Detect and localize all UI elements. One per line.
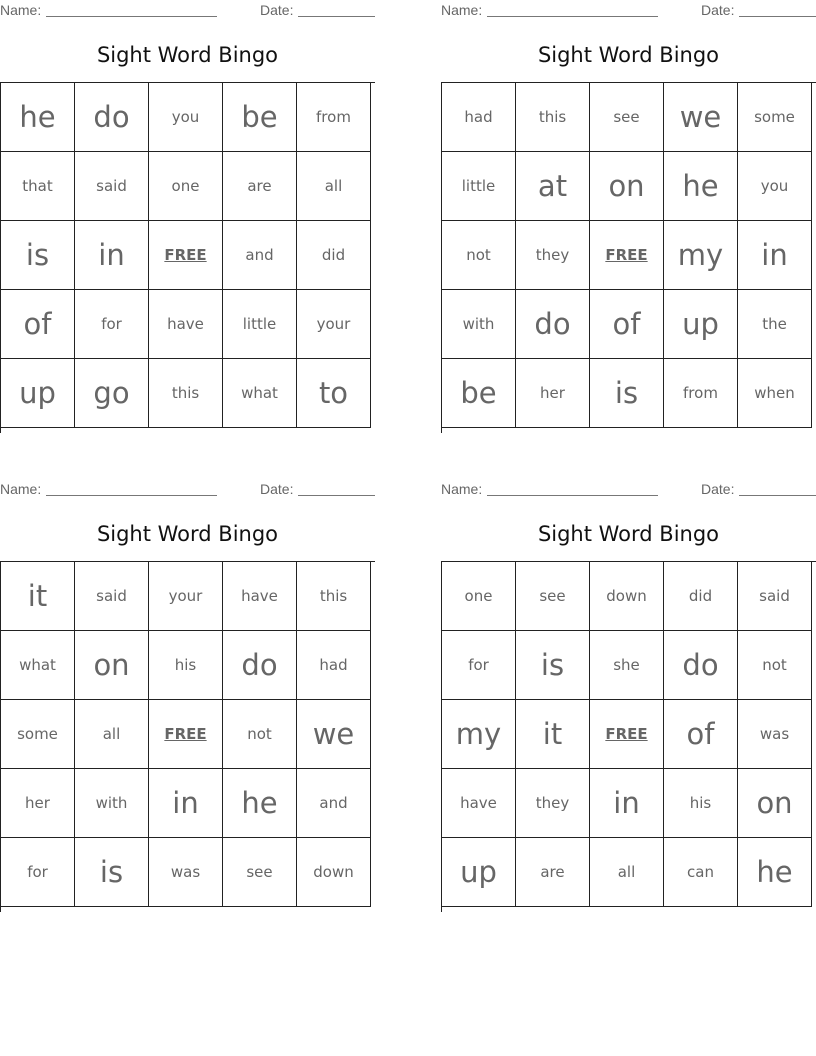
- word-cell: are: [223, 152, 297, 221]
- word-cell: can: [664, 838, 738, 907]
- word-cell: do: [223, 631, 297, 700]
- word-cell: said: [738, 562, 812, 631]
- free-space-cell: FREE: [149, 700, 223, 769]
- word-cell: in: [149, 769, 223, 838]
- word-cell: do: [664, 631, 738, 700]
- word-cell: said: [75, 562, 149, 631]
- word-cell: one: [442, 562, 516, 631]
- name-date-header: [0, 481, 375, 499]
- word-cell: was: [149, 838, 223, 907]
- word-cell: they: [516, 221, 590, 290]
- word-cell: do: [516, 290, 590, 359]
- date-label: Date:: [701, 481, 735, 497]
- word-cell: of: [664, 700, 738, 769]
- name-blank-line[interactable]: [46, 495, 217, 496]
- word-cell: see: [590, 83, 664, 152]
- word-cell: is: [1, 221, 75, 290]
- name-blank-line[interactable]: [487, 16, 658, 17]
- word-cell: one: [149, 152, 223, 221]
- word-cell: we: [664, 83, 738, 152]
- card-title: Sight Word Bingo: [96, 43, 279, 67]
- word-cell: my: [664, 221, 738, 290]
- card-title: Sight Word Bingo: [96, 522, 279, 546]
- word-cell: have: [223, 562, 297, 631]
- word-cell: be: [223, 83, 297, 152]
- word-cell: it: [516, 700, 590, 769]
- free-space-cell: FREE: [590, 221, 664, 290]
- free-space-cell: FREE: [149, 221, 223, 290]
- bingo-card: [0, 479, 375, 911]
- word-cell: not: [223, 700, 297, 769]
- word-cell: up: [1, 359, 75, 428]
- name-label: Name:: [441, 2, 483, 18]
- word-cell: we: [297, 700, 371, 769]
- word-cell: is: [75, 838, 149, 907]
- word-cell: some: [738, 83, 812, 152]
- word-cell: of: [590, 290, 664, 359]
- word-cell: he: [738, 838, 812, 907]
- date-blank-line[interactable]: [298, 16, 375, 17]
- word-cell: do: [75, 83, 149, 152]
- word-cell: did: [664, 562, 738, 631]
- word-cell: with: [75, 769, 149, 838]
- word-cell: her: [1, 769, 75, 838]
- word-cell: on: [75, 631, 149, 700]
- word-cell: see: [516, 562, 590, 631]
- word-cell: he: [1, 83, 75, 152]
- word-cell: down: [297, 838, 371, 907]
- word-cell: what: [223, 359, 297, 428]
- word-cell: his: [149, 631, 223, 700]
- name-label: Name:: [0, 2, 42, 18]
- word-cell: is: [590, 359, 664, 428]
- bingo-card: [0, 0, 375, 432]
- date-label: Date:: [701, 2, 735, 18]
- word-cell: and: [223, 221, 297, 290]
- word-cell: up: [442, 838, 516, 907]
- word-cell: said: [75, 152, 149, 221]
- name-label: Name:: [441, 481, 483, 497]
- free-space-cell: FREE: [590, 700, 664, 769]
- card-title: Sight Word Bingo: [537, 522, 720, 546]
- bingo-grid: [0, 82, 375, 433]
- name-blank-line[interactable]: [487, 495, 658, 496]
- word-cell: this: [297, 562, 371, 631]
- word-cell: at: [516, 152, 590, 221]
- word-cell: see: [223, 838, 297, 907]
- date-blank-line[interactable]: [739, 16, 816, 17]
- word-cell: when: [738, 359, 812, 428]
- word-cell: she: [590, 631, 664, 700]
- word-cell: not: [442, 221, 516, 290]
- word-cell: her: [516, 359, 590, 428]
- word-cell: you: [738, 152, 812, 221]
- word-cell: that: [1, 152, 75, 221]
- word-cell: of: [1, 290, 75, 359]
- name-blank-line[interactable]: [46, 16, 217, 17]
- word-cell: and: [297, 769, 371, 838]
- word-cell: some: [1, 700, 75, 769]
- word-cell: from: [664, 359, 738, 428]
- word-cell: all: [590, 838, 664, 907]
- date-label: Date:: [260, 481, 294, 497]
- word-cell: you: [149, 83, 223, 152]
- date-blank-line[interactable]: [739, 495, 816, 496]
- word-cell: did: [297, 221, 371, 290]
- word-cell: on: [738, 769, 812, 838]
- word-cell: for: [1, 838, 75, 907]
- word-cell: he: [664, 152, 738, 221]
- word-cell: had: [297, 631, 371, 700]
- word-cell: down: [590, 562, 664, 631]
- word-cell: to: [297, 359, 371, 428]
- bingo-grid: [0, 561, 375, 912]
- date-blank-line[interactable]: [298, 495, 375, 496]
- word-cell: his: [664, 769, 738, 838]
- name-date-header: [441, 2, 816, 20]
- word-cell: your: [297, 290, 371, 359]
- word-cell: in: [590, 769, 664, 838]
- card-title: Sight Word Bingo: [537, 43, 720, 67]
- word-cell: was: [738, 700, 812, 769]
- word-cell: this: [149, 359, 223, 428]
- word-cell: he: [223, 769, 297, 838]
- word-cell: they: [516, 769, 590, 838]
- word-cell: go: [75, 359, 149, 428]
- word-cell: are: [516, 838, 590, 907]
- word-cell: have: [149, 290, 223, 359]
- word-cell: it: [1, 562, 75, 631]
- bingo-card: [441, 0, 816, 432]
- word-cell: have: [442, 769, 516, 838]
- word-cell: for: [442, 631, 516, 700]
- word-cell: on: [590, 152, 664, 221]
- word-cell: little: [223, 290, 297, 359]
- bingo-grid: [441, 82, 816, 433]
- word-cell: all: [297, 152, 371, 221]
- word-cell: is: [516, 631, 590, 700]
- word-cell: this: [516, 83, 590, 152]
- word-cell: all: [75, 700, 149, 769]
- word-cell: the: [738, 290, 812, 359]
- name-date-header: [441, 481, 816, 499]
- word-cell: not: [738, 631, 812, 700]
- word-cell: from: [297, 83, 371, 152]
- bingo-card: [441, 479, 816, 911]
- word-cell: up: [664, 290, 738, 359]
- bingo-grid: [441, 561, 816, 912]
- word-cell: my: [442, 700, 516, 769]
- word-cell: your: [149, 562, 223, 631]
- word-cell: had: [442, 83, 516, 152]
- word-cell: what: [1, 631, 75, 700]
- name-date-header: [0, 2, 375, 20]
- word-cell: little: [442, 152, 516, 221]
- word-cell: with: [442, 290, 516, 359]
- name-label: Name:: [0, 481, 42, 497]
- date-label: Date:: [260, 2, 294, 18]
- word-cell: be: [442, 359, 516, 428]
- word-cell: in: [738, 221, 812, 290]
- word-cell: in: [75, 221, 149, 290]
- word-cell: for: [75, 290, 149, 359]
